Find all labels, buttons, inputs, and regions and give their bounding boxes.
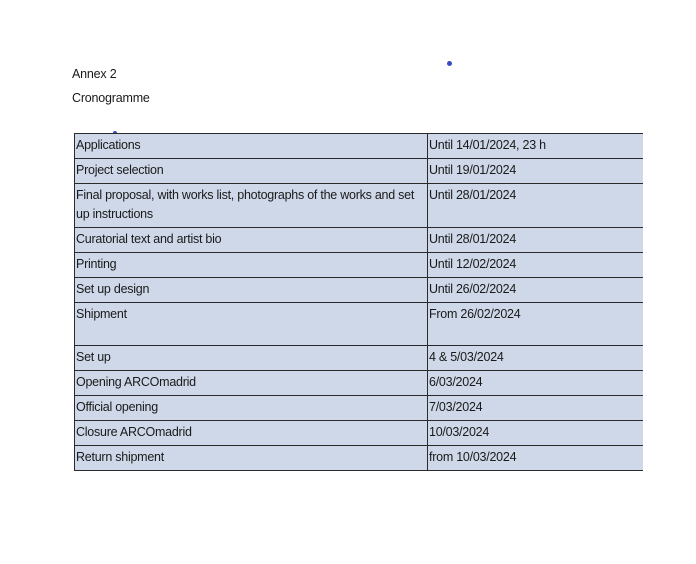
- date-cell[interactable]: Until 26/02/2024: [428, 278, 644, 303]
- date-cell[interactable]: From 26/02/2024: [428, 303, 644, 346]
- comment-marker-dot[interactable]: [447, 61, 452, 66]
- date-cell[interactable]: 10/03/2024: [428, 421, 644, 446]
- table-row: [75, 253, 644, 278]
- table-row: [75, 278, 644, 303]
- annex-label: Annex 2: [72, 67, 117, 81]
- task-cell[interactable]: Curatorial text and artist bio: [75, 228, 428, 253]
- table-row: [75, 371, 644, 396]
- date-cell[interactable]: 7/03/2024: [428, 396, 644, 421]
- table-row: [75, 134, 644, 159]
- schedule-table: [74, 133, 643, 471]
- table-row: [75, 346, 644, 371]
- table-row: [75, 184, 644, 228]
- task-cell[interactable]: Set up: [75, 346, 428, 371]
- table-row: [75, 446, 644, 471]
- date-cell[interactable]: Until 14/01/2024, 23 h: [428, 134, 644, 159]
- task-cell[interactable]: Applications: [75, 134, 428, 159]
- date-cell[interactable]: Until 19/01/2024: [428, 159, 644, 184]
- section-title: Cronogramme: [72, 91, 150, 105]
- task-cell[interactable]: Shipment: [75, 303, 428, 346]
- date-cell[interactable]: from 10/03/2024: [428, 446, 644, 471]
- task-cell[interactable]: Project selection: [75, 159, 428, 184]
- task-cell[interactable]: Set up design: [75, 278, 428, 303]
- table-row: [75, 159, 644, 184]
- table-row: [75, 396, 644, 421]
- task-cell[interactable]: Printing: [75, 253, 428, 278]
- table-row: [75, 421, 644, 446]
- task-cell[interactable]: Closure ARCOmadrid: [75, 421, 428, 446]
- date-cell[interactable]: Until 12/02/2024: [428, 253, 644, 278]
- date-cell[interactable]: 6/03/2024: [428, 371, 644, 396]
- table-row: [75, 303, 644, 346]
- task-cell[interactable]: Opening ARCOmadrid: [75, 371, 428, 396]
- task-cell[interactable]: Final proposal, with works list, photographs of the works and set up instructions: [75, 184, 428, 228]
- date-cell[interactable]: 4 & 5/03/2024: [428, 346, 644, 371]
- table-row: [75, 228, 644, 253]
- date-cell[interactable]: Until 28/01/2024: [428, 184, 644, 228]
- date-cell[interactable]: Until 28/01/2024: [428, 228, 644, 253]
- task-cell[interactable]: Return shipment: [75, 446, 428, 471]
- task-cell[interactable]: Official opening: [75, 396, 428, 421]
